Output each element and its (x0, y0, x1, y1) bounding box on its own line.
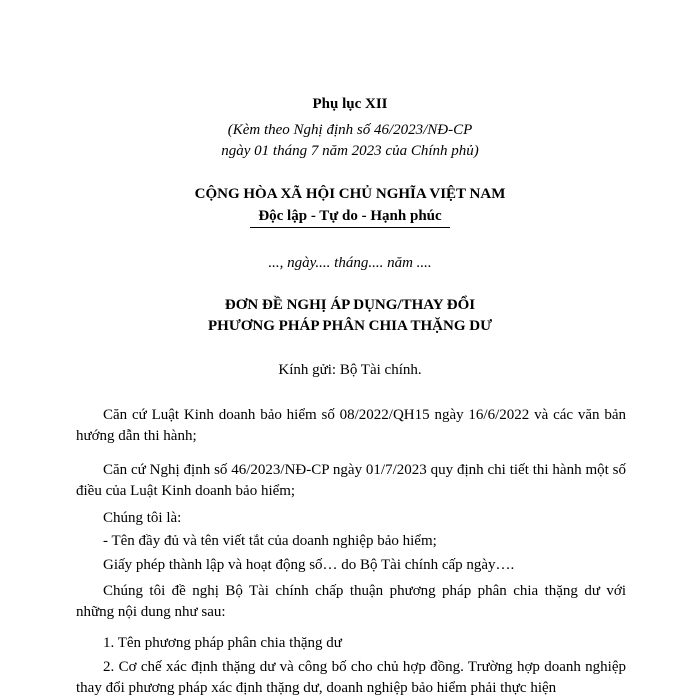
decree-reference-line2: ngày 01 tháng 7 năm 2023 của Chính phủ) (221, 143, 479, 159)
body-item-mechanism: 2. Cơ chế xác định thặng dư và công bố cho chủ hợp đồng. Trường hợp doanh nghiệp thay đổi phương pháp xác định thặng dư, doanh nghiệp bảo hiểm phải thực hiện (76, 659, 626, 696)
body-paragraph-legal-basis-decree: Căn cứ Nghị định số 46/2023/NĐ-CP ngày 01/7/2023 quy định chi tiết thi hành một số điều của Luật Kinh doanh bảo hiểm; (76, 462, 626, 499)
body-paragraph-license: Giấy phép thành lập và hoạt động số… do Bộ Tài chính cấp ngày…. (103, 557, 515, 573)
body-paragraph-legal-basis-law: Căn cứ Luật Kinh doanh bảo hiểm số 08/2022/QH15 ngày 16/6/2022 và các văn bản hướng dẫn thi hành; (76, 407, 626, 444)
national-motto: Độc lập - Tự do - Hạnh phúc (258, 208, 442, 224)
motto-underline (250, 227, 450, 228)
form-title-line1: ĐƠN ĐỀ NGHỊ ÁP DỤNG/THAY ĐỔI (224, 297, 476, 313)
date-line: ..., ngày.... tháng.... năm .... (268, 255, 432, 271)
decree-reference-line1: (Kèm theo Nghị định số 46/2023/NĐ-CP (227, 122, 473, 138)
form-title-line2: PHƯƠNG PHÁP PHÂN CHIA THẶNG DƯ (207, 318, 493, 334)
body-paragraph-request: Chúng tôi đề nghị Bộ Tài chính chấp thuận phương pháp phân chia thặng dư với những nội dung như sau: (76, 583, 626, 620)
recipient-line: Kính gửi: Bộ Tài chính. (278, 362, 422, 378)
country-name: CỘNG HÒA XÃ HỘI CHỦ NGHĨA VIỆT NAM (194, 186, 506, 202)
body-item-method-name: 1. Tên phương pháp phân chia thặng dư (103, 635, 342, 651)
body-paragraph-we-are: Chúng tôi là: (103, 510, 182, 526)
body-paragraph-company-name: - Tên đầy đủ và tên viết tắt của doanh nghiệp bảo hiểm; (103, 533, 437, 549)
appendix-title: Phụ lục XII (312, 96, 388, 112)
